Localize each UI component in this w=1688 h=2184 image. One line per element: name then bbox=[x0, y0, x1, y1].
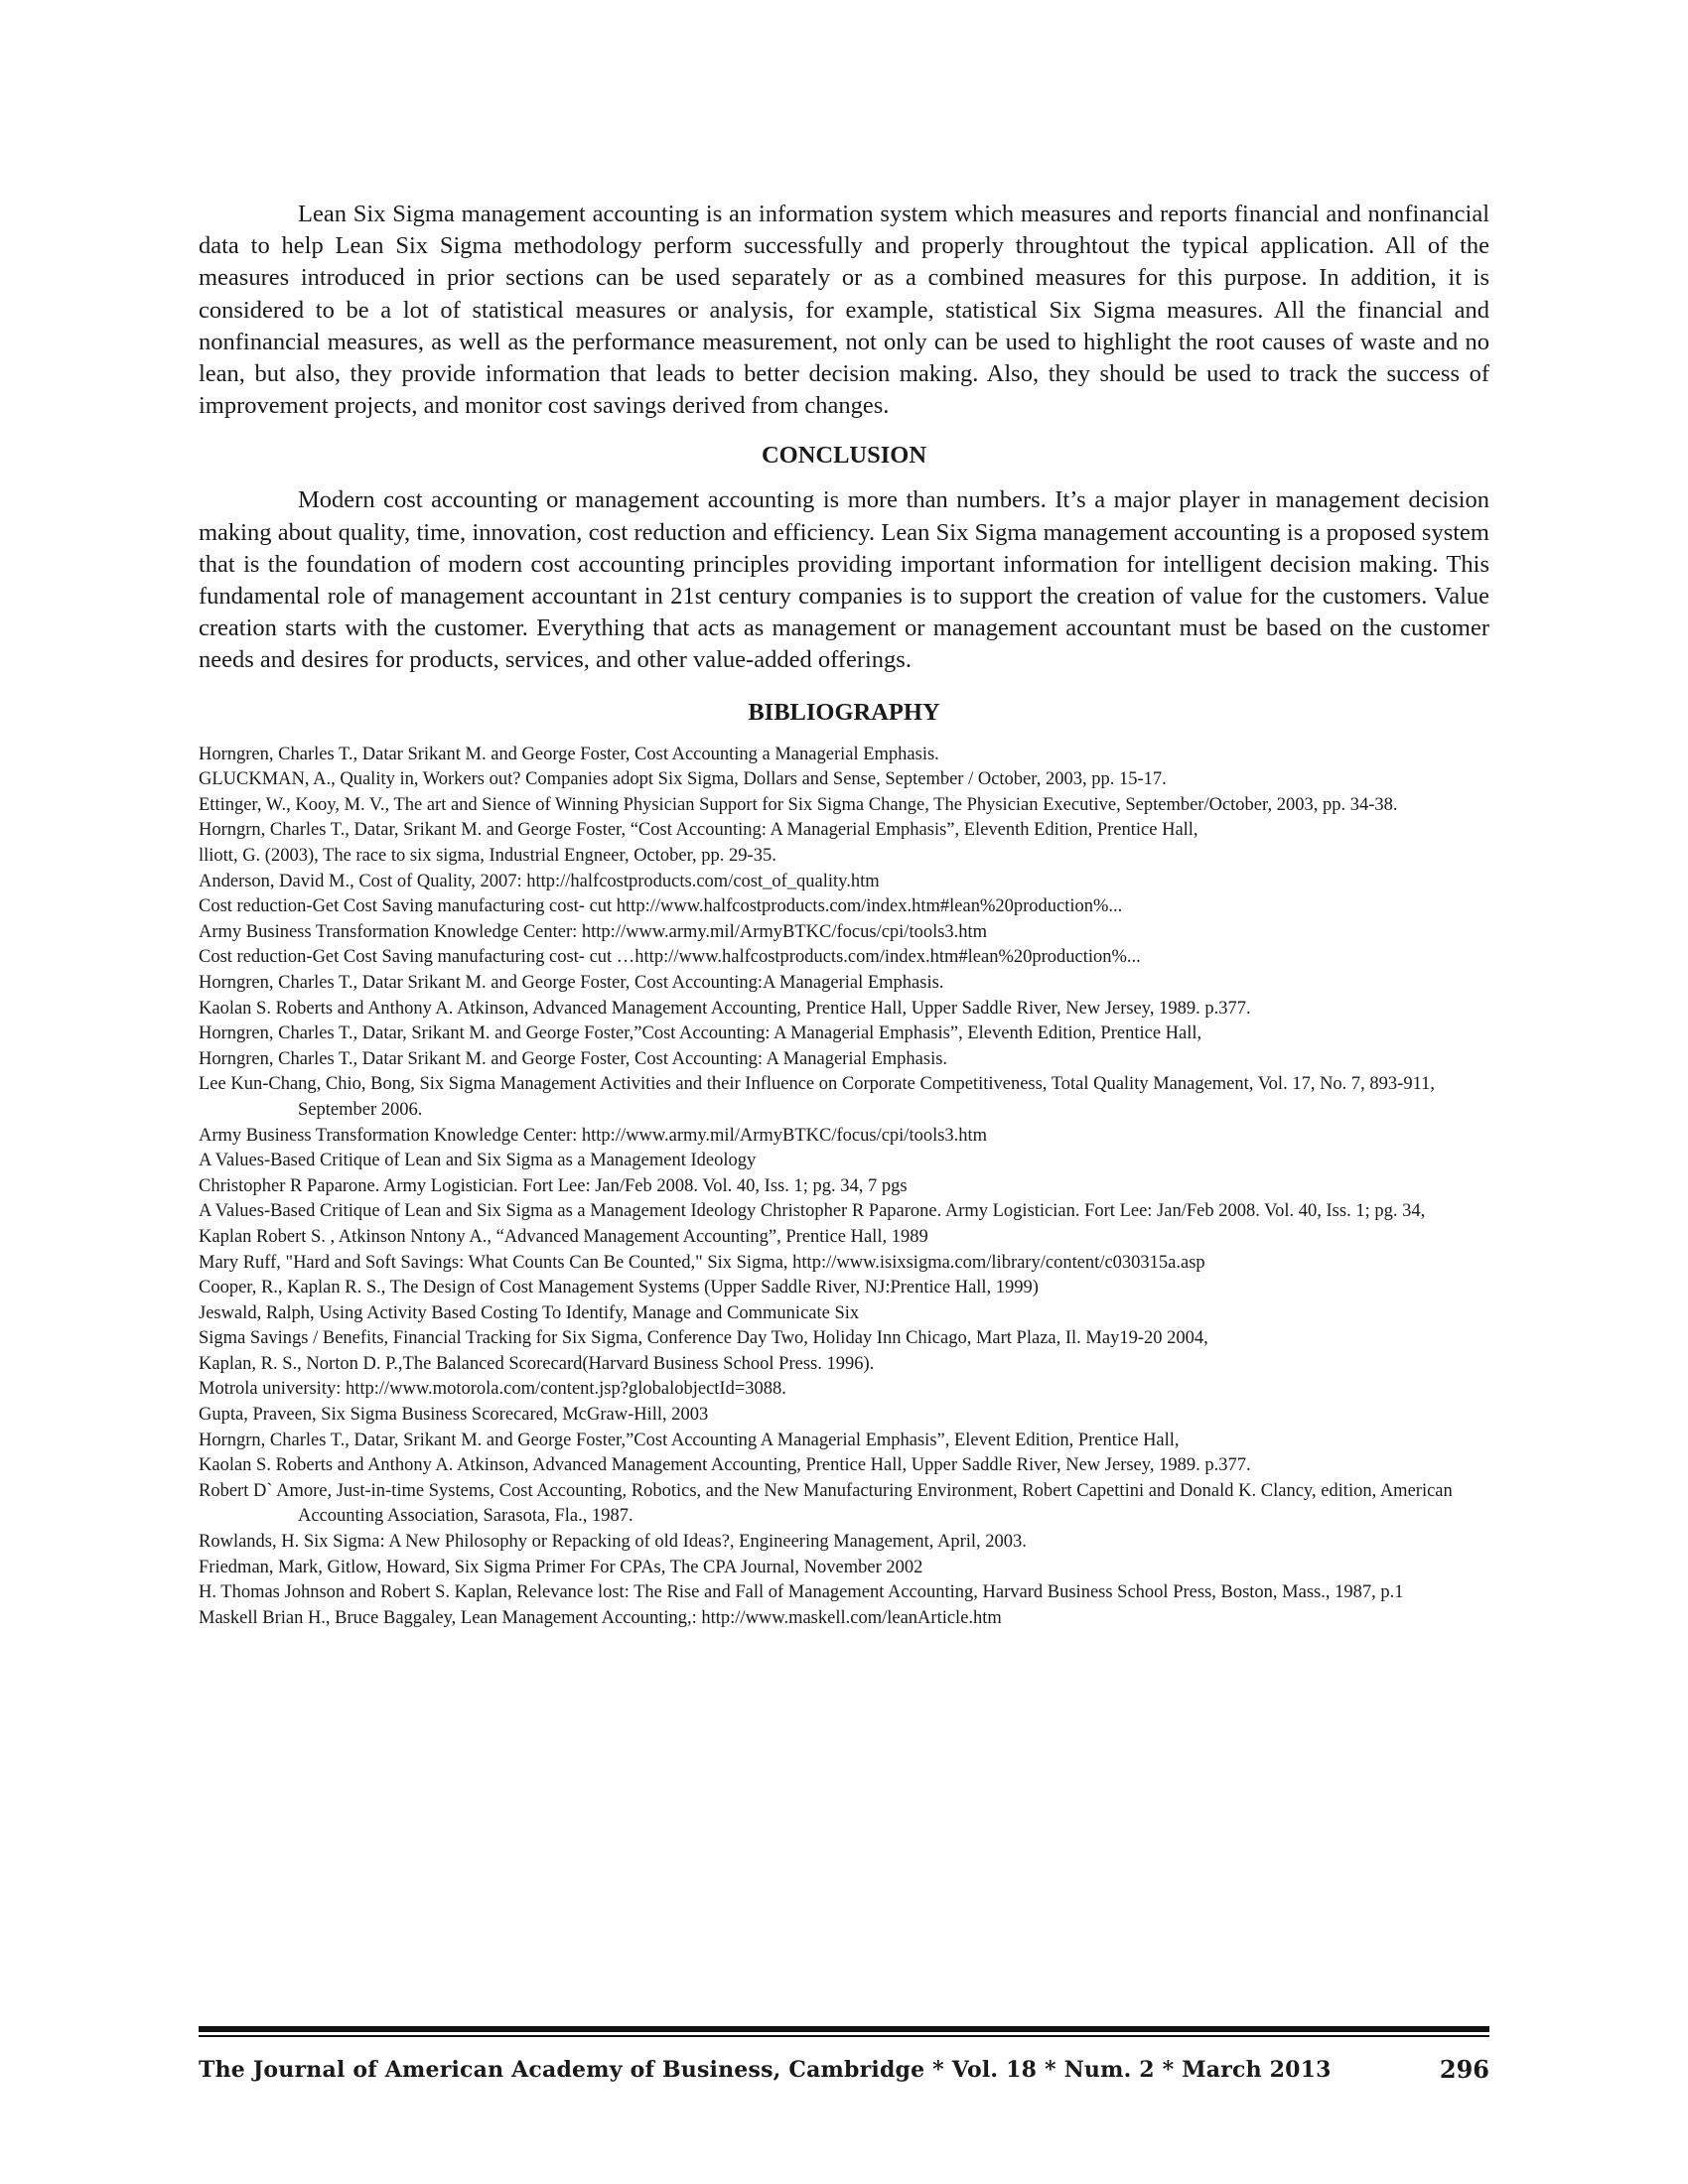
bibliography-entry: Cost reduction-Get Cost Saving manufacturing cost- cut …http://www.halfcostproducts.com/index.htm#lean%20production%... bbox=[199, 947, 1141, 968]
bibliography-entry: Anderson, David M., Cost of Quality, 2007: http://halfcostproducts.com/cost_of_quality.htm bbox=[199, 871, 880, 891]
bibliography-entry: Gupta, Praveen, Six Sigma Business Scorecared, McGraw-Hill, 2003 bbox=[199, 1405, 709, 1426]
conclusion-heading: CONCLUSION bbox=[761, 442, 927, 470]
bibliography-entry: Lee Kun-Chang, Chio, Bong, Six Sigma Management Activities and their Influence on Corporate Competitiveness, Total Quality Management, Vol. 17, No. 7, 893-911, September 2006. bbox=[199, 1074, 1436, 1120]
bibliography-entry: Army Business Transformation Knowledge Center: http://www.army.mil/ArmyBTKC/focus/cpi/tools3.htm bbox=[199, 921, 988, 942]
footer-journal-title: The Journal of American Academy of Business, Cambridge * Vol. 18 * Num. 2 * March 2013 bbox=[199, 2057, 1332, 2083]
bibliography-entry: Motrola university: http://www.motorola.com/content.jsp?globalobjectId=3088. bbox=[199, 1379, 786, 1400]
bibliography-entry: Maskell Brian H., Bruce Baggaley, Lean Management Accounting,: http://www.maskell.com/leanArticle.htm bbox=[199, 1607, 1002, 1628]
footer-page-number: 296 bbox=[1439, 2055, 1489, 2084]
bibliography-entry: Horngren, Charles T., Datar Srikant M. and George Foster, Cost Accounting a Managerial Emphasis. bbox=[199, 744, 939, 764]
bibliography-entry: Robert D` Amore, Just-in-time Systems, Cost Accounting, Robotics, and the New Manufacturing Environment, Robert Capettini and Donald K. Clancy, edition, American Accounting Association, Sarasota, Fla., 1987. bbox=[199, 1480, 1453, 1527]
bibliography-entry: Sigma Savings / Benefits, Financial Tracking for Six Sigma, Conference Day Two, Holiday Inn Chicago, Mart Plaza, Il. May19-20 2004, bbox=[199, 1328, 1208, 1349]
bibliography-entry: Kaplan, R. S., Norton D. P.,The Balanced Scorecard(Harvard Business School Press. 1996). bbox=[199, 1353, 875, 1374]
bibliography-entry: Horngrn, Charles T., Datar, Srikant M. and George Foster, “Cost Accounting: A Managerial Emphasis”, Eleventh Edition, Prentice Hall, bbox=[199, 820, 1198, 841]
bibliography-entry: Kaolan S. Roberts and Anthony A. Atkinson, Advanced Management Accounting, Prentice Hall, Upper Saddle River, New Jersey, 1989. p.377. bbox=[199, 1455, 1251, 1476]
page-content bbox=[199, 199, 1489, 1631]
bibliography-entry: Horngren, Charles T., Datar Srikant M. and George Foster, Cost Accounting: A Managerial Emphasis. bbox=[199, 1048, 948, 1069]
bibliography-entry: A Values-Based Critique of Lean and Six Sigma as a Management Ideology bbox=[199, 1151, 757, 1171]
bibliography-entry: Cooper, R., Kaplan R. S., The Design of Cost Management Systems (Upper Saddle River, NJ:Prentice Hall, 1999) bbox=[199, 1278, 1039, 1298]
bibliography-entry: Ettinger, W., Kooy, M. V., The art and Sience of Winning Physician Support for Six Sigma Change, The Physician Executive, September/October, 2003, pp. 34-38. bbox=[199, 794, 1398, 815]
bibliography-heading: BIBLIOGRAPHY bbox=[748, 698, 940, 726]
bibliography-list bbox=[199, 743, 1489, 1632]
bibliography-entry: Kaolan S. Roberts and Anthony A. Atkinson, Advanced Management Accounting, Prentice Hall, Upper Saddle River, New Jersey, 1989. p.377. bbox=[199, 998, 1251, 1019]
footer-rule-thin bbox=[199, 2035, 1489, 2037]
intro-paragraph: Lean Six Sigma management accounting is an information system which measures and reports financial and nonfinancial data to help Lean Six Sigma methodology perform successfully and properly throughtout the typical application. All of the measures introduced in prior sections can be used separately or as a combined measures for this purpose. In addition, it is considered to be a lot of statistical measures or analysis, for example, statistical Six Sigma measures. All the financial and nonfinancial measures, as well as the performance measurement, not only can be used to highlight the root causes of waste and no lean, but also, they provide information that leads to better decision making. Also, they should be used to track the success of improvement projects, and monitor cost savings derived from changes. bbox=[199, 201, 1489, 420]
bibliography-entry: Rowlands, H. Six Sigma: A New Philosophy or Repacking of old Ideas?, Engineering Management, April, 2003. bbox=[199, 1532, 1027, 1553]
bibliography-entry: A Values-Based Critique of Lean and Six Sigma as a Management Ideology Christopher R Paparone. Army Logistician. Fort Lee: Jan/Feb 2008. Vol. 40, Iss. 1; pg. 34, bbox=[199, 1201, 1426, 1222]
bibliography-entry: Kaplan Robert S. , Atkinson Nntony A., “Advanced Management Accounting”, Prentice Hall, 1989 bbox=[199, 1226, 928, 1247]
bibliography-entry: Friedman, Mark, Gitlow, Howard, Six Sigma Primer For CPAs, The CPA Journal, November 2002 bbox=[199, 1557, 923, 1577]
bibliography-entry: GLUCKMAN, A., Quality in, Workers out? Companies adopt Six Sigma, Dollars and Sense, September / October, 2003, pp. 15-17. bbox=[199, 769, 1167, 790]
bibliography-entry: Christopher R Paparone. Army Logistician. Fort Lee: Jan/Feb 2008. Vol. 40, Iss. 1; pg. 34, 7 pgs bbox=[199, 1175, 908, 1196]
bibliography-entry: Army Business Transformation Knowledge Center: http://www.army.mil/ArmyBTKC/focus/cpi/tools3.htm bbox=[199, 1125, 988, 1146]
bibliography-entry: Horngren, Charles T., Datar Srikant M. and George Foster, Cost Accounting:A Managerial Emphasis. bbox=[199, 972, 944, 993]
bibliography-entry: H. Thomas Johnson and Robert S. Kaplan, Relevance lost: The Rise and Fall of Management Accounting, Harvard Business School Press, Boston, Mass., 1987, p.1 bbox=[199, 1582, 1404, 1603]
bibliography-entry: Horngren, Charles T., Datar, Srikant M. and George Foster,”Cost Accounting: A Managerial Emphasis”, Eleventh Edition, Prentice Hall, bbox=[199, 1024, 1202, 1044]
bibliography-entry: Horngrn, Charles T., Datar, Srikant M. and George Foster,”Cost Accounting A Managerial Emphasis”, Elevent Edition, Prentice Hall, bbox=[199, 1430, 1180, 1450]
bibliography-entry: Cost reduction-Get Cost Saving manufacturing cost- cut http://www.halfcostproducts.com/index.htm#lean%20production%... bbox=[199, 896, 1123, 917]
conclusion-paragraph: Modern cost accounting or management accounting is more than numbers. It’s a major player in management decision making about quality, time, innovation, cost reduction and efficiency. Lean Six Sigma management accounting is a proposed system that is the foundation of modern cost accounting principles providing important information for intelligent decision making. This fundamental role of management accountant in 21st century companies is to support the creation of value for the customers. Value creation starts with the customer. Everything that acts as management or management accountant must be based on the customer needs and desires for products, services, and other value-added offerings. bbox=[199, 486, 1489, 674]
bibliography-entry: lliott, G. (2003), The race to six sigma, Industrial Engneer, October, pp. 29-35. bbox=[199, 846, 776, 867]
bibliography-entry: Mary Ruff, "Hard and Soft Savings: What Counts Can Be Counted," Six Sigma, http://www.isixsigma.com/library/content/c030315a.asp bbox=[199, 1252, 1205, 1273]
bibliography-entry: Jeswald, Ralph, Using Activity Based Costing To Identify, Manage and Communicate Six bbox=[199, 1302, 860, 1323]
footer-rule bbox=[199, 2026, 1489, 2032]
